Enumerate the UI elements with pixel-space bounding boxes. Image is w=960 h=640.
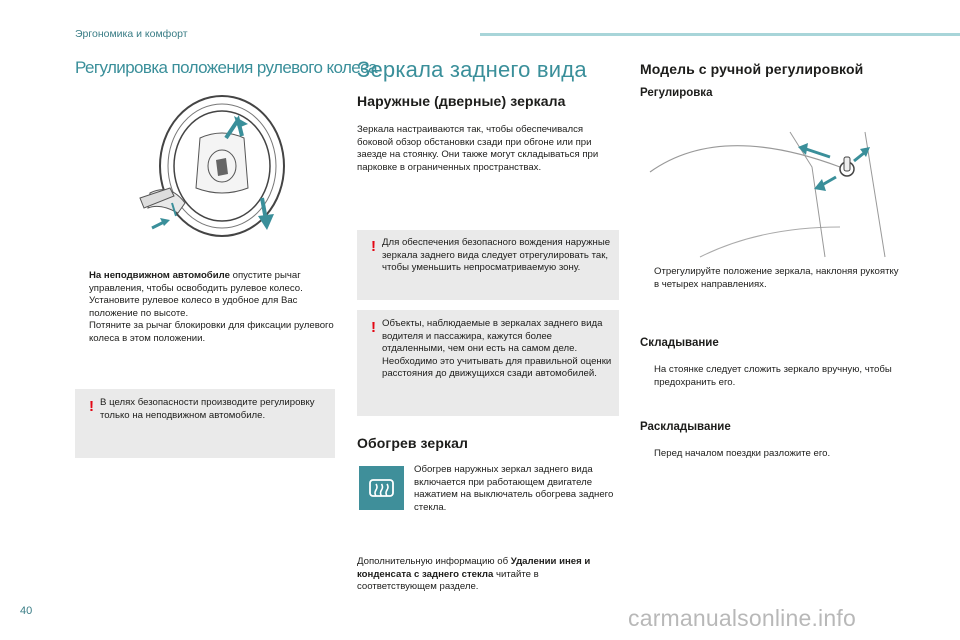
warning-icon: ! [371,238,376,255]
list-item [640,448,902,461]
list-item [75,295,337,320]
steering-wheel-illustration [130,88,290,248]
steering-bullets [75,270,337,346]
mirrors-title: Зеркала заднего вида [357,57,587,82]
heating-title: Обогрев зеркал [357,435,468,451]
warning-text: Для обеспечения безопасного вождения наружные зеркала заднего вида следует отрегулировать так, чтобы уменьшить непросматриваемую зону. [382,237,611,274]
list-item [75,320,337,345]
mirrors-warning-1 [357,230,619,300]
bullet-text: опустите рычаг управления, чтобы освободить рулевое колесо. [89,270,303,294]
warning-text: Объекты, наблюдаемые в зеркалах заднего вида водителя и пассажира, кажутся более отдаленными, чем они есть на самом деле. Необходимо это учитывать для правильной оценки расстояния до движущихся сзади автомобилей. [382,318,612,380]
more-info-link-text: Удалении инея и конденсата с заднего стекла [357,556,591,580]
defrost-glyph-icon [359,466,404,510]
unfold-title: Раскладывание [640,421,731,433]
manual-model-title: Модель с ручной регулировкой [640,61,864,77]
bullet-icon [75,295,89,320]
warning-icon: ! [89,398,94,415]
list-item [640,364,902,389]
steering-title: Регулировка положения рулевого колеса [75,58,377,77]
bullet-text: Перед началом поездки разложите его. [654,448,831,459]
rear-defrost-icon [359,466,404,510]
mirrors-warning-2 [357,310,619,416]
unfold-bullet [640,448,902,461]
bullet-text: На стоянке следует сложить зеркало вручную, чтобы предохранить его. [654,364,892,388]
mirrors-intro: Зеркала настраиваются так, чтобы обеспечивался боковой обзор обстановки сзади при обгоне или при заезде на стоянку. Они также могут складываться при парковке в ограниченных пространствах. [357,124,599,173]
bullet-icon [75,270,89,295]
bullet-text: Отрегулируйте положение зеркала, наклоняя рукоятку в четырех направлениях. [654,266,899,290]
bullet-icon [75,320,89,345]
page-number: 40 [20,605,33,617]
bullet-icon [640,266,654,291]
list-item [75,270,337,295]
bullet-text: Установите рулевое колесо в удобное для Вас положение по высоте. [89,295,298,319]
bullet-icon [640,448,654,461]
bullet-icon [640,364,654,389]
list-item [640,266,900,291]
more-info: Дополнительную информацию об Удалении инея и конденсата с заднего стекла читайте в соответствующем разделе. [357,556,591,593]
warning-icon: ! [371,319,376,336]
fold-title: Складывание [640,337,719,349]
header-bar [480,33,960,36]
warning-text: В целях безопасности производите регулировку только на неподвижном автомобиле. [100,397,315,421]
mirror-adjust-illustration [640,127,890,262]
fold-bullet [640,364,902,389]
bullet-bold: На неподвижном автомобиле [89,270,230,281]
bullet-text: Потяните за рычаг блокировки для фиксации рулевого колеса в этом положении. [89,320,334,344]
mirrors-subtitle: Наружные (дверные) зеркала [357,93,566,109]
steering-warning-panel [75,389,335,458]
watermark: carmanualsonline.info [628,605,856,631]
heating-text: Обогрев наружных зеркал заднего вида включается при работающем двигателе нажатием на выключатель обогрева заднего стекла. [414,464,614,513]
section-header: Эргономика и комфорт [75,28,188,40]
adjust-title: Регулировка [640,87,713,99]
adjust-bullet [640,266,900,291]
